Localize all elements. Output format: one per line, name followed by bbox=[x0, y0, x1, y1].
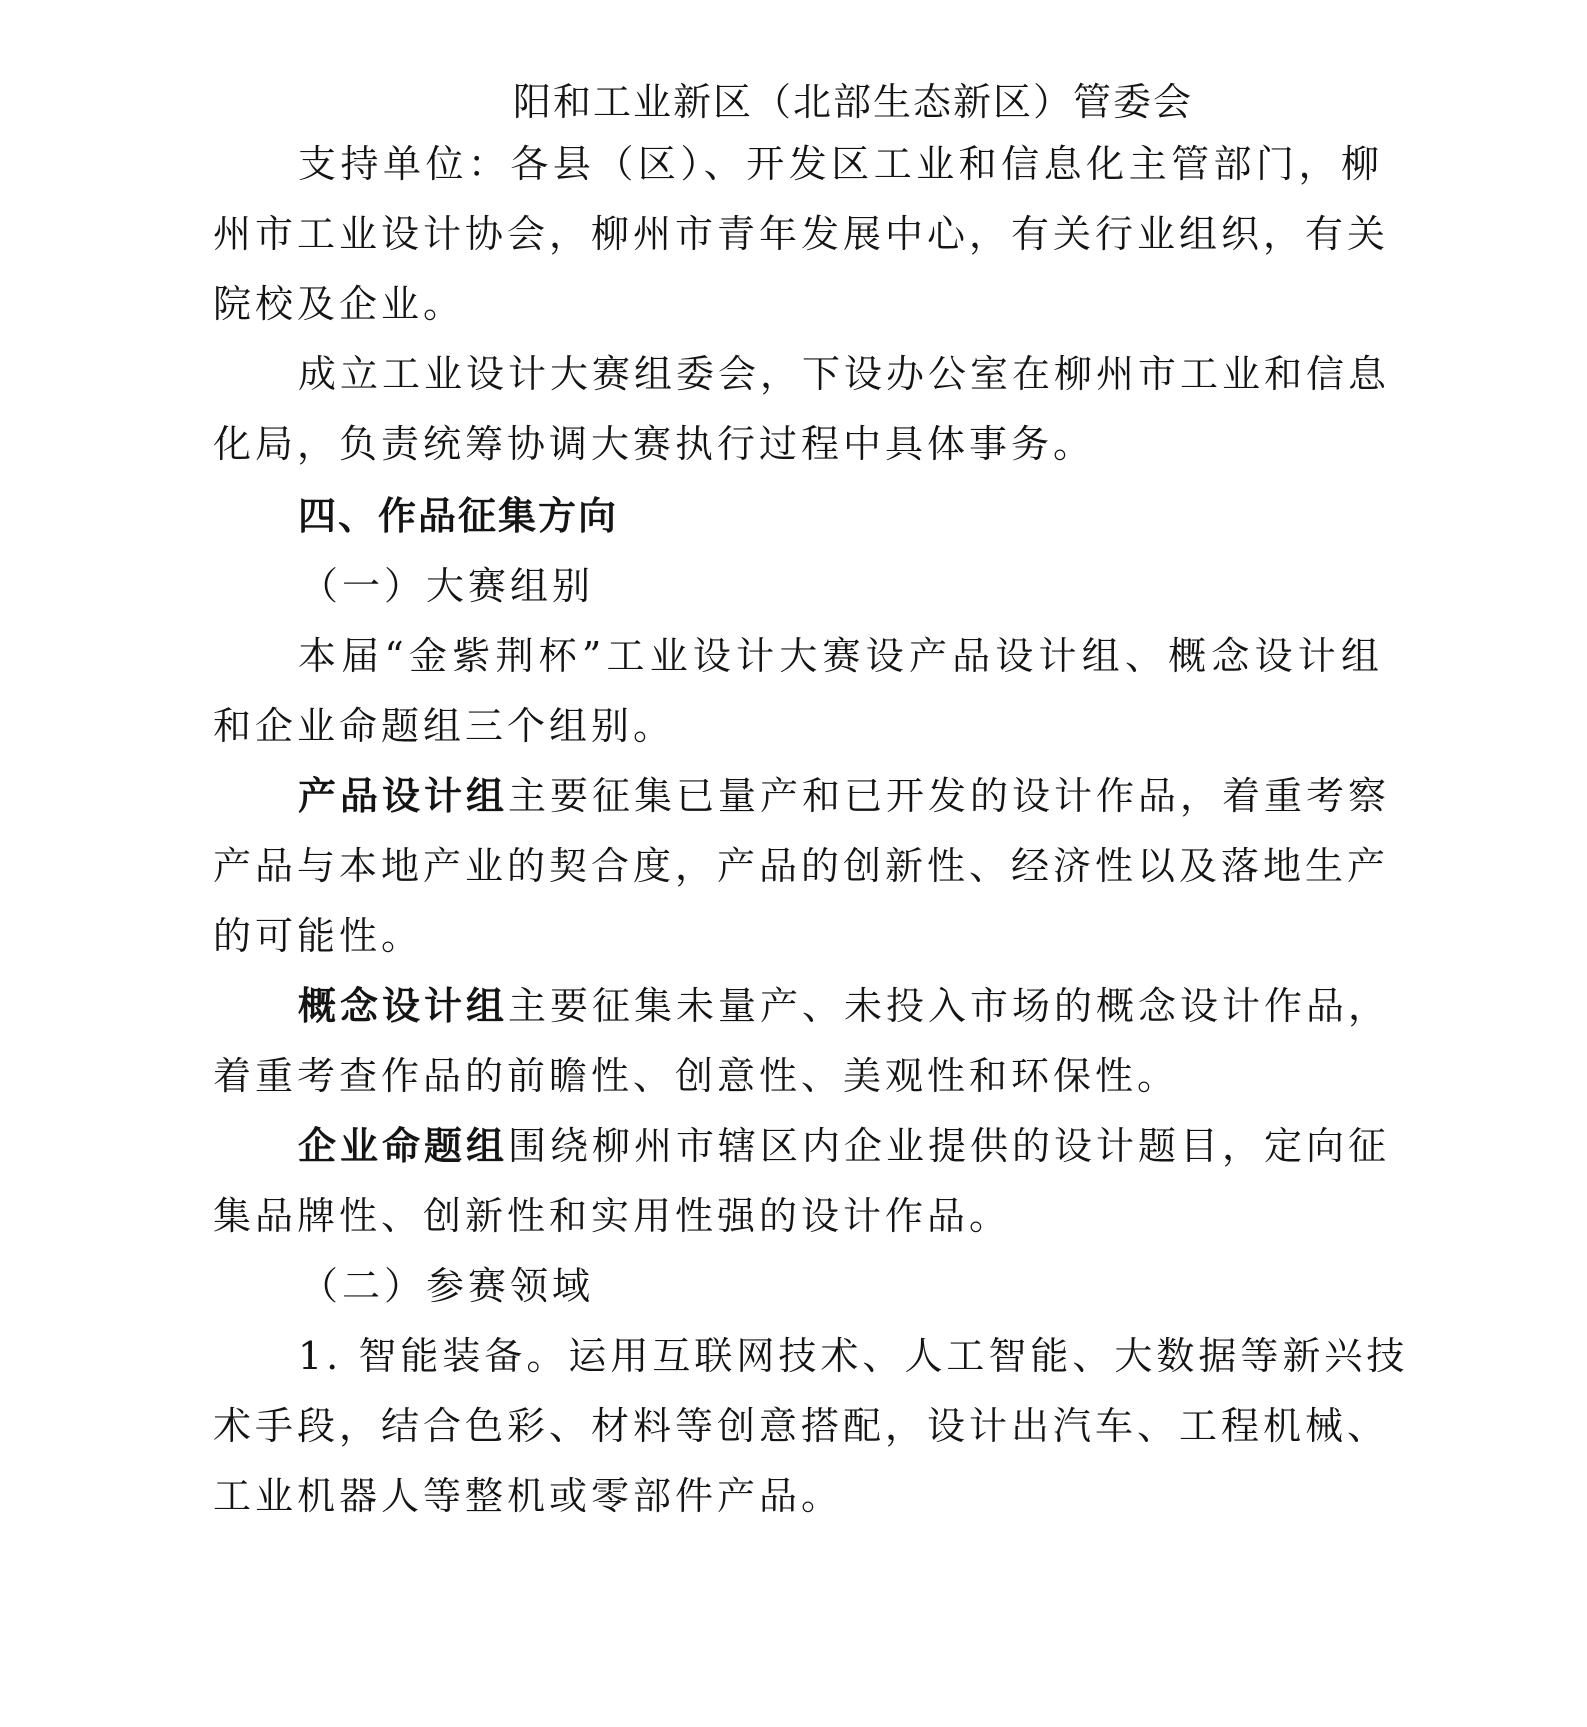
subsection-heading-2: （二）参赛领域 bbox=[300, 1264, 595, 1308]
field-1-line-1: 1. 智能装备。运用互联网技术、人工智能、大数据等新兴技 bbox=[298, 1334, 1409, 1378]
concept-group-text: 主要征集未量产、未投入市场的概念设计作品， bbox=[508, 984, 1391, 1028]
enterprise-group-line-2: 集品牌性、创新性和实用性强的设计作品。 bbox=[213, 1194, 1012, 1238]
support-paragraph-line-3: 院校及企业。 bbox=[213, 282, 466, 326]
groups-intro-line-1: 本届“金紫荆杯”工业设计大赛设产品设计组、概念设计组 bbox=[298, 634, 1383, 678]
product-group-line-3: 的可能性。 bbox=[213, 914, 424, 958]
concept-group-line-1 bbox=[298, 976, 1391, 1036]
concept-group-line-2: 着重考查作品的前瞻性、创意性、美观性和环保性。 bbox=[213, 1054, 1180, 1098]
committee-paragraph-line-1: 成立工业设计大赛组委会，下设办公室在柳州市工业和信息 bbox=[298, 352, 1391, 396]
enterprise-group-text: 围绕柳州市辖区内企业提供的设计题目，定向征 bbox=[508, 1124, 1391, 1168]
committee-paragraph-line-2: 化局，负责统筹协调大赛执行过程中具体事务。 bbox=[213, 422, 1096, 466]
enterprise-group-line-1 bbox=[298, 1116, 1391, 1176]
field-1-line-3: 工业机器人等整机或零部件产品。 bbox=[213, 1474, 844, 1518]
product-group-text: 主要征集已量产和已开发的设计作品，着重考察 bbox=[508, 774, 1391, 818]
concept-group-label: 概念设计组 bbox=[298, 984, 509, 1028]
product-group-line-1 bbox=[298, 766, 1391, 826]
groups-intro-line-2: 和企业命题组三个组别。 bbox=[213, 704, 676, 748]
support-paragraph-line-1: 支持单位：各县（区）、开发区工业和信息化主管部门，柳 bbox=[298, 142, 1383, 186]
field-1-line-2: 术手段，结合色彩、材料等创意搭配，设计出汽车、工程机械、 bbox=[213, 1404, 1390, 1448]
support-paragraph-line-2: 州市工业设计协会，柳州市青年发展中心，有关行业组织，有关 bbox=[213, 212, 1390, 256]
product-group-line-2: 产品与本地产业的契合度，产品的创新性、经济性以及落地生产 bbox=[213, 844, 1390, 888]
enterprise-group-label: 企业命题组 bbox=[298, 1124, 509, 1168]
subsection-heading-1: （一）大赛组别 bbox=[300, 564, 595, 608]
header-line: 阳和工业新区（北部生态新区）管委会 bbox=[513, 80, 1194, 124]
section-heading: 四、作品征集方向 bbox=[298, 494, 619, 538]
product-group-label: 产品设计组 bbox=[298, 774, 509, 818]
